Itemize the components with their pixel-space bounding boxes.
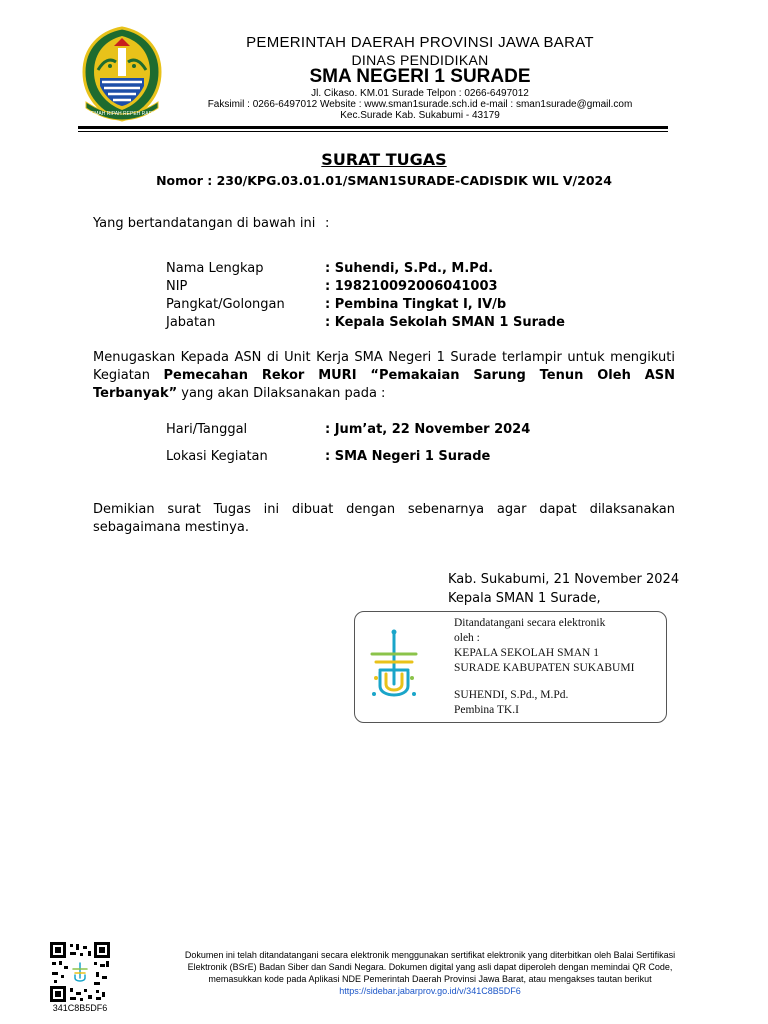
signer-rank-value: : Pembina Tingkat I, IV/b bbox=[325, 297, 507, 312]
letterhead-divider-thin bbox=[78, 131, 668, 132]
esign-line-1: Ditandatangani secara elektronik bbox=[454, 617, 606, 629]
west-java-emblem-logo bbox=[80, 26, 164, 122]
signer-title: Kepala SMAN 1 Surade, bbox=[448, 591, 601, 606]
letterhead-divider-thick bbox=[78, 126, 668, 129]
bsre-signature-icon bbox=[366, 626, 422, 706]
esign-line-2: oleh : bbox=[454, 632, 480, 644]
footer-line-3: memasukkan kode pada Aplikasi NDE Pemerintah Daerah Provinsi Jawa Barat, atau mengakses tautan berikut bbox=[208, 974, 652, 984]
esign-line-3: KEPALA SEKOLAH SMAN 1 bbox=[454, 647, 599, 659]
event-location-label: Lokasi Kegiatan bbox=[166, 449, 268, 464]
esign-name: SUHENDI, S.Pd., M.Pd. bbox=[454, 689, 569, 701]
svg-text:GEMAH RIPAH REPEH RAPIH: GEMAH RIPAH REPEH RAPIH bbox=[87, 111, 157, 117]
signer-position-label: Jabatan bbox=[166, 315, 216, 330]
footer-line-1: Dokumen ini telah ditandatangani secara elektronik menggunakan sertifikat elektronik yang diterbitkan oleh Balai Sertifikasi bbox=[184, 950, 676, 960]
signer-name-value: : Suhendi, S.Pd., M.Pd. bbox=[325, 261, 494, 276]
esign-rank: Pembina TK.I bbox=[454, 704, 519, 716]
signer-nip-label: NIP bbox=[166, 279, 188, 294]
letterhead-school-name: SMA NEGERI 1 SURADE bbox=[309, 66, 531, 87]
letterhead-government: PEMERINTAH DAERAH PROVINSI JAWA BARAT bbox=[246, 34, 594, 51]
letter-number: Nomor : 230/KPG.03.01.01/SMAN1SURADE-CADISDIK WIL V/2024 bbox=[156, 173, 612, 188]
verification-link[interactable]: https://sidebar.jabarprov.go.id/v/341C8B5DF6 bbox=[339, 986, 521, 996]
closing-paragraph: Demikian surat Tugas ini dibuat dengan sebenarnya agar dapat dilaksanakan sebagaimana mestinya. bbox=[93, 502, 675, 535]
intro-label: Yang bertandatangan di bawah ini bbox=[93, 216, 316, 231]
event-date-label: Hari/Tanggal bbox=[166, 422, 248, 437]
letterhead-department: DINAS PENDIDIKAN bbox=[351, 52, 489, 68]
assignment-event-name: Pemecahan Rekor MURI “Pemakaian Sarung Tenun Oleh ASN Terbanyak” bbox=[93, 368, 676, 401]
qr-code-icon bbox=[50, 942, 110, 1002]
place-date: Kab. Sukabumi, 21 November 2024 bbox=[448, 572, 680, 587]
signer-name-label: Nama Lengkap bbox=[166, 261, 264, 276]
letterhead-contact: Faksimil : 0266-6497012 Website : www.sman1surade.sch.id e-mail : sman1surade@gmail.com bbox=[207, 99, 633, 110]
signer-nip-value: : 198210092006041003 bbox=[325, 279, 498, 294]
letter-title: SURAT TUGAS bbox=[321, 150, 447, 169]
assignment-text-end: yang akan Dilaksanakan pada : bbox=[177, 386, 386, 401]
event-location-value: : SMA Negeri 1 Surade bbox=[325, 449, 491, 464]
signer-position-value: : Kepala Sekolah SMAN 1 Surade bbox=[325, 315, 565, 330]
event-date-value: : Jum’at, 22 November 2024 bbox=[325, 422, 531, 437]
letterhead-location: Kec.Surade Kab. Sukabumi - 43179 bbox=[340, 110, 500, 121]
assignment-text-start: Menugaskan Kepada ASN di Unit Kerja SMA Negeri 1 Surade terlampir untuk mengikuti Kegiatan bbox=[93, 350, 675, 383]
assignment-paragraph bbox=[93, 349, 675, 403]
intro-colon: : bbox=[325, 216, 330, 231]
esign-line-4: SURADE KABUPATEN SUKABUMI bbox=[454, 662, 635, 674]
qr-code-text: 341C8B5DF6 bbox=[52, 1003, 108, 1013]
footer-line-2: Elektronik (BSrE) Badan Siber dan Sandi Negara. Dokumen digital yang asli dapat diperoleh dengan memindai QR Code, bbox=[187, 962, 673, 972]
letterhead-address: Jl. Cikaso. KM.01 Surade Telpon : 0266-6497012 bbox=[311, 88, 529, 99]
signer-rank-label: Pangkat/Golongan bbox=[166, 297, 285, 312]
